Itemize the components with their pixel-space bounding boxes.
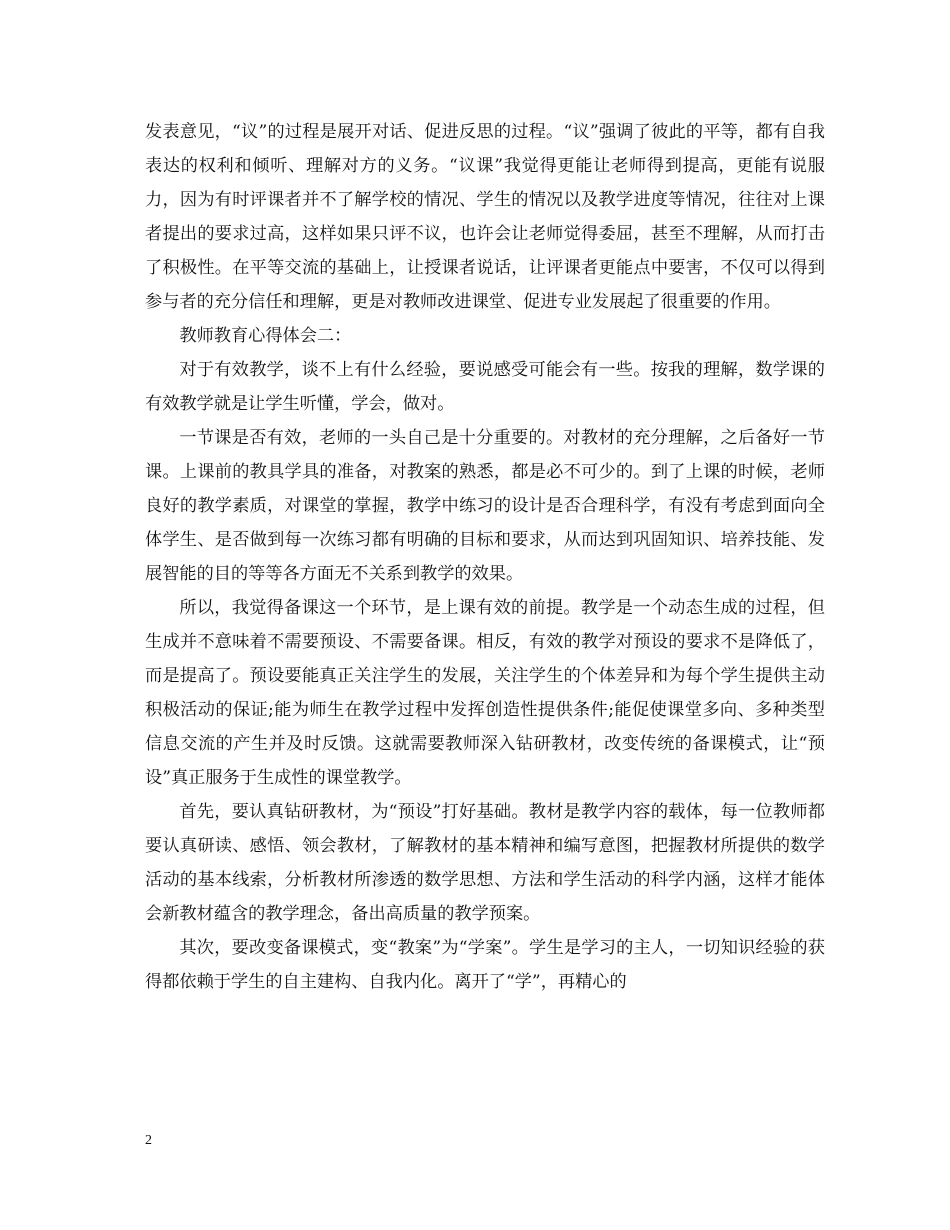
document-body bbox=[145, 115, 825, 999]
paragraph: 对于有效教学，谈不上有什么经验，要说感受可能会有一些。按我的理解，数学课的有效教学就是让学生听懂，学会，做对。 bbox=[145, 360, 825, 414]
paragraph: 一节课是否有效，老师的一头自己是十分重要的。对教材的充分理解，之后备好一节课。上课前的教具学具的准备，对教案的熟悉，都是必不可少的。到了上课的时候，老师良好的教学素质，对课堂的掌握，教学中练习的设计是否合理科学，有没有考虑到面向全体学生、是否做到每一次练习都有明确的目标和要求，从而达到巩固知识、培养技能、发展智能的目的等等各方面无不关系到教学的效果。 bbox=[145, 428, 825, 584]
paragraph: 首先，要认真钻研教材，为“预设”打好基础。教材是教学内容的载体，每一位教师都要认真研读、感悟、领会教材，了解教材的基本精神和编写意图，把握教材所提供的数学活动的基本线索，分析教材所渗透的数学思想、方法和学生活动的科学内涵，这样才能体会新教材蕴含的教学理念，备出高质量的教学预案。 bbox=[145, 802, 825, 924]
paragraph: 所以，我觉得备课这一个环节，是上课有效的前提。教学是一个动态生成的过程，但生成并不意味着不需要预设、不需要备课。相反，有效的教学对预设的要求不是降低了，而是提高了。预设要能真正关注学生的发展，关注学生的个体差异和为每个学生提供主动积极活动的保证;能为师生在教学过程中发挥创造性提供条件;能促使课堂多向、多种类型信息交流的产生并及时反馈。这就需要教师深入钻研教材，改变传统的备课模式，让“预设”真正服务于生成性的课堂教学。 bbox=[145, 598, 825, 788]
paragraph: 其次，要改变备课模式，变“教案”为“学案”。学生是学习的主人，一切知识经验的获得都依赖于学生的自主建构、自我内化。离开了“学”，再精心的 bbox=[145, 938, 825, 992]
section-heading: 教师教育心得体会二： bbox=[179, 326, 352, 346]
paragraph: 发表意见，“议”的过程是展开对话、促进反思的过程。“议”强调了彼此的平等，都有自我表达的权利和倾听、理解对方的义务。“议课”我觉得更能让老师得到提高，更能有说服力，因为有时评课者并不了解学校的情况、学生的情况以及教学进度等情况，往往对上课者提出的要求过高，这样如果只评不议，也许会让老师觉得委屈，甚至不理解，从而打击了积极性。在平等交流的基础上，让授课者说话，让评课者更能点中要害，不仅可以得到参与者的充分信任和理解，更是对教师改进课堂、促进专业发展起了很重要的作用。 bbox=[145, 122, 825, 312]
page-number: 2 bbox=[145, 1133, 152, 1148]
